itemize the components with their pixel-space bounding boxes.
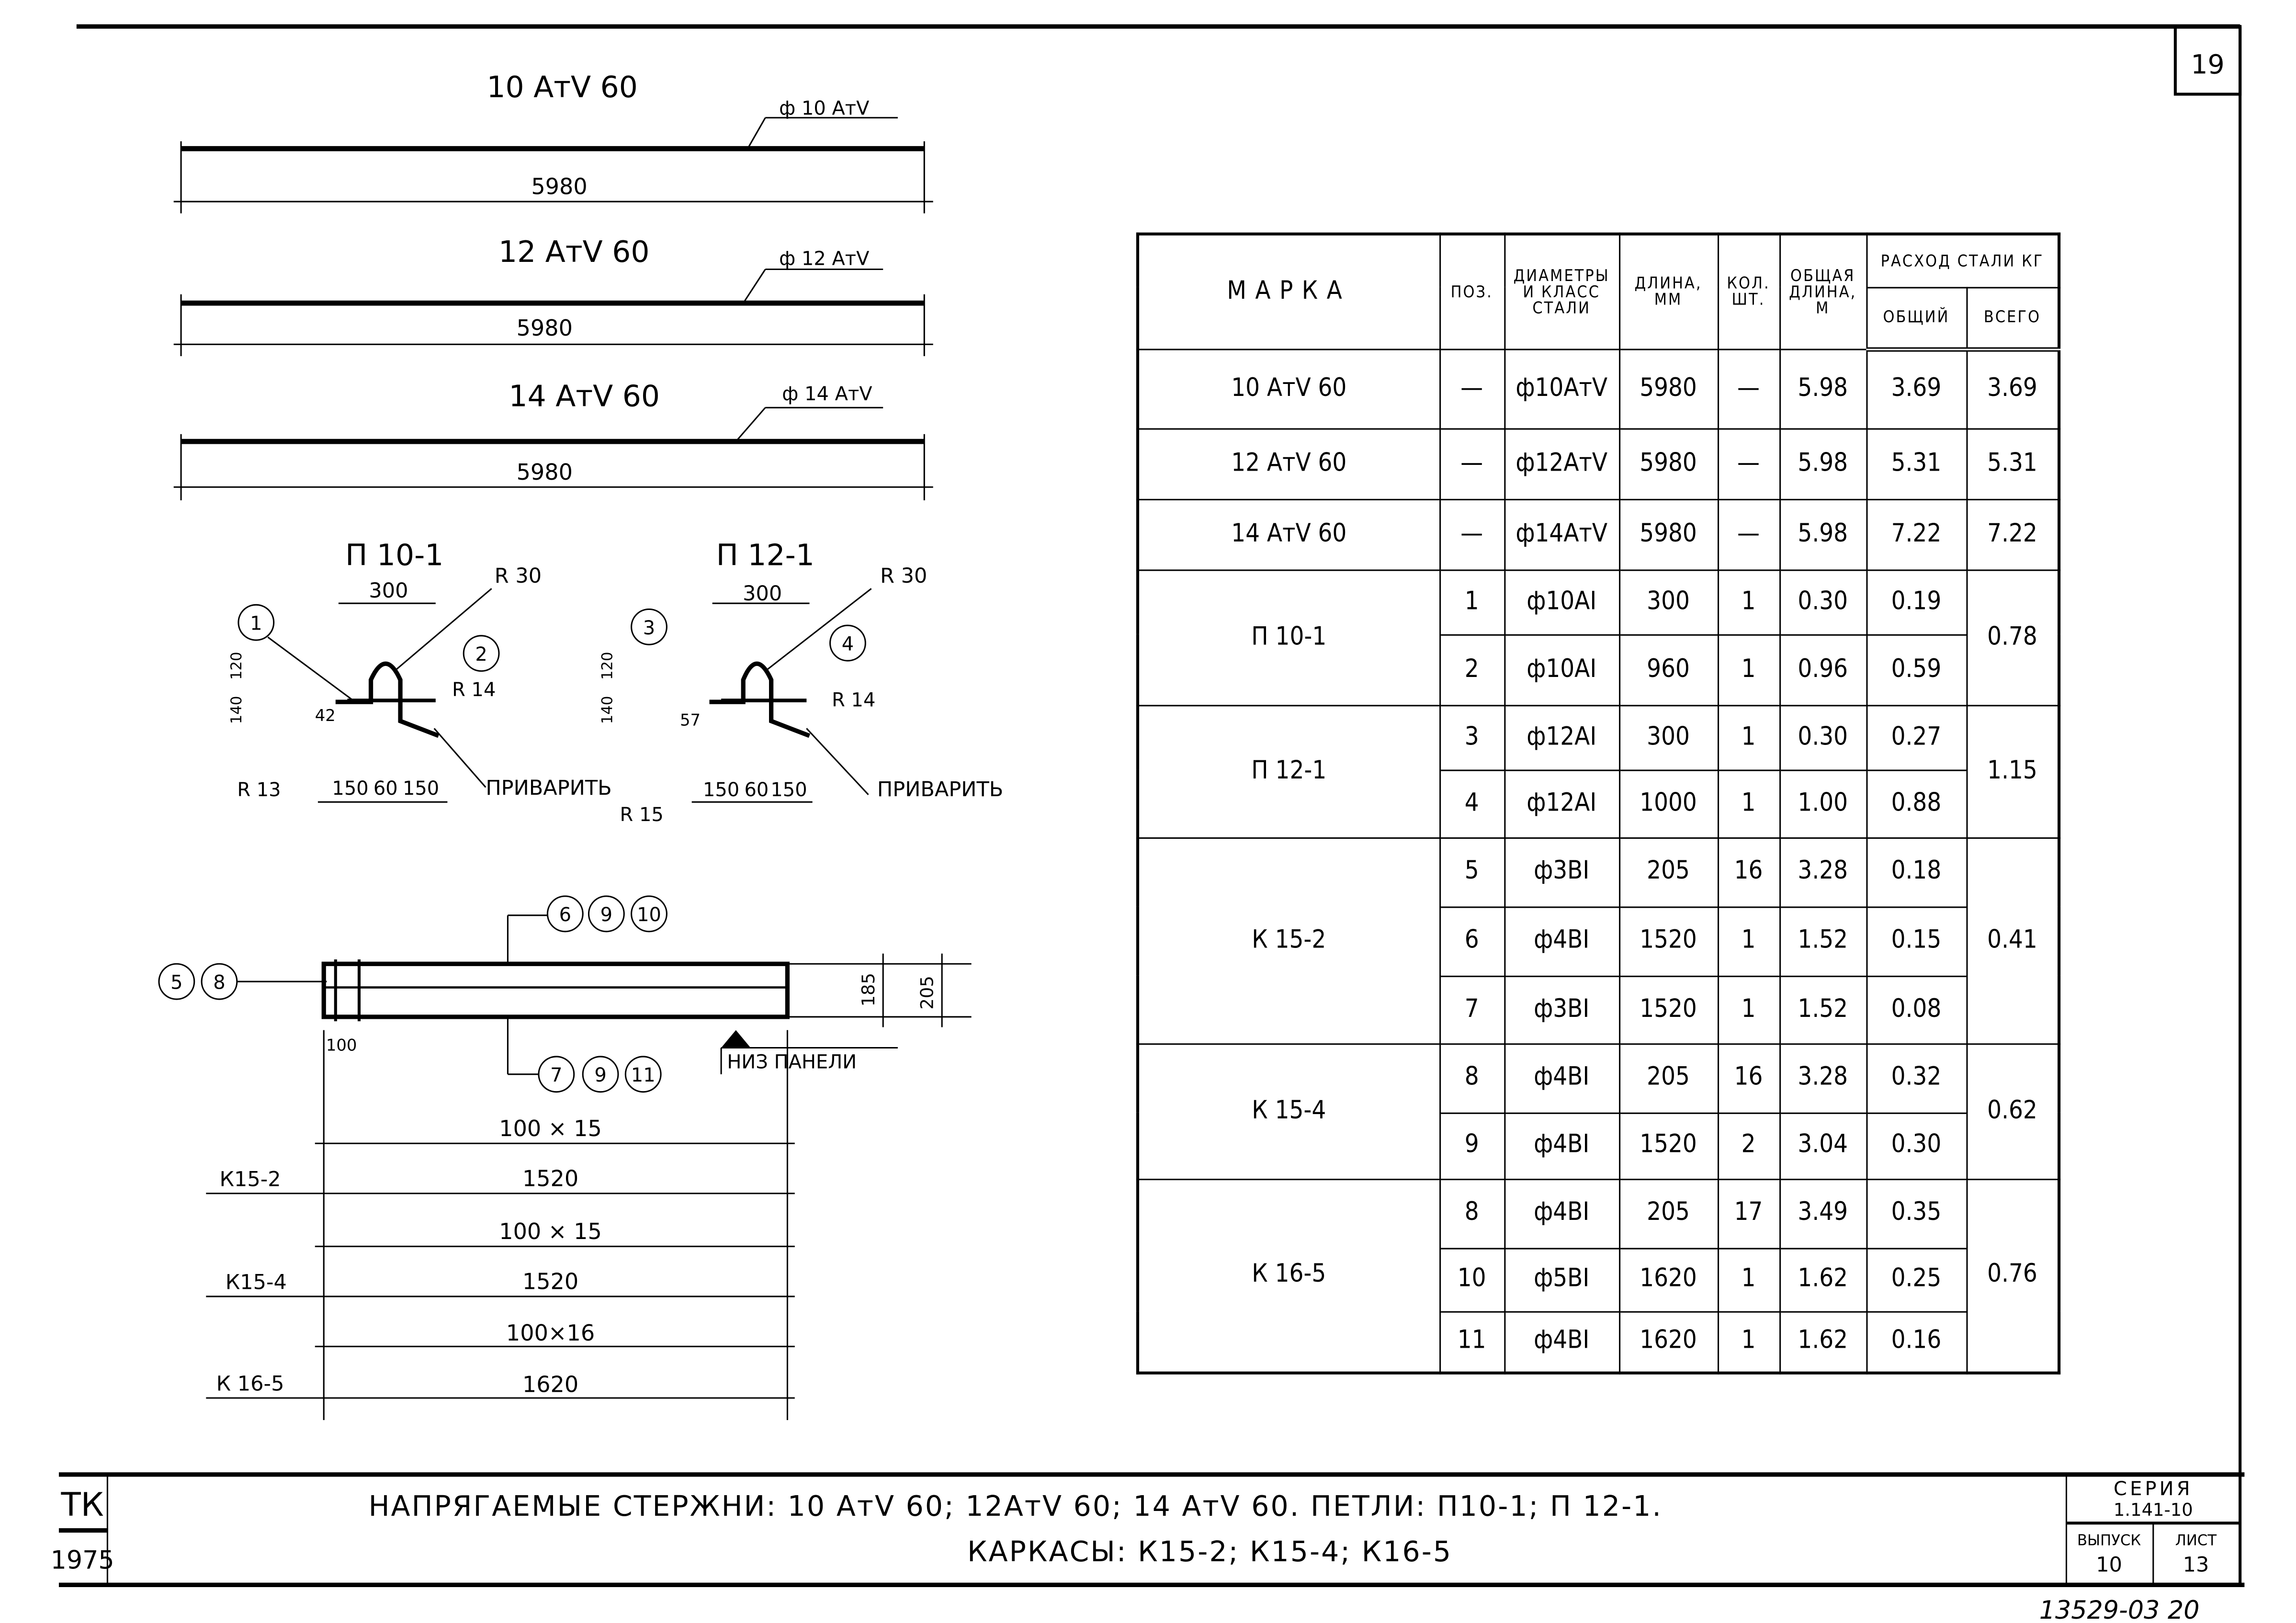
header-diameter: ДИАМЕТРЫ И КЛАСС СТАЛИ [1504, 234, 1619, 349]
steel-spec-table [1136, 233, 2060, 1375]
table-row [1138, 349, 2059, 428]
cell-qty: 1 [1718, 976, 1779, 1043]
cell-steel-total: 0.27 [1866, 705, 1966, 769]
frame-end-dim: 100 [326, 1036, 357, 1055]
cell-diameter: ф12АтⅤ [1504, 428, 1619, 499]
sheet-number: 19 [2191, 49, 2225, 80]
year: 1975 [50, 1546, 114, 1575]
bar-length: 5980 [516, 459, 573, 485]
cell-steel-total: 5.31 [1866, 428, 1966, 499]
cell-total-length: 0.30 [1779, 705, 1866, 769]
frame-spacing: 100 × 15 [499, 1218, 602, 1245]
frame-mark: К15-2 [219, 1167, 281, 1192]
loop-height-1: 120 [228, 652, 246, 680]
cell-total-length: 3.28 [1779, 1043, 1866, 1112]
cell-total-length: 5.98 [1779, 428, 1866, 499]
loop-p12-1 [599, 538, 1004, 826]
cell-pos: 11 [1439, 1311, 1504, 1373]
cell-steel-total: 7.22 [1866, 499, 1966, 570]
loop-dim: 150 [402, 777, 440, 800]
cell-steel-all: 7.22 [1966, 499, 2059, 570]
cell-qty: 1 [1718, 705, 1779, 769]
loop-radius-top: R 30 [880, 564, 927, 588]
cell-pos: 7 [1439, 976, 1504, 1043]
cell-qty: 1 [1718, 570, 1779, 634]
cell-pos: 6 [1439, 906, 1504, 975]
sheet-page: 13 [2183, 1553, 2209, 1577]
series-number: 1.141-10 [2113, 1499, 2193, 1520]
frame-length: 1620 [522, 1371, 579, 1398]
cell-pos: 1 [1439, 570, 1504, 634]
frame-length: 1520 [522, 1268, 579, 1295]
header-steel-total: ОБЩИЙ [1866, 287, 1966, 349]
cell-total-length: 0.30 [1779, 570, 1866, 634]
cell-steel-total: 0.32 [1866, 1043, 1966, 1112]
cell-length: 5980 [1619, 499, 1718, 570]
cell-length: 1620 [1619, 1248, 1718, 1311]
issue-number: 10 [2096, 1553, 2122, 1577]
table-row [1138, 428, 2059, 499]
cell-diameter: ф5ВⅠ [1504, 1248, 1619, 1311]
cell-length: 205 [1619, 837, 1718, 906]
cell-total-length: 3.04 [1779, 1113, 1866, 1179]
loop-dim: 150 [332, 777, 369, 800]
cell-length: 1520 [1619, 976, 1718, 1043]
cell-length: 205 [1619, 1043, 1718, 1112]
cell-mark: 12 АтⅤ 60 [1138, 428, 1439, 499]
loop-width: 300 [369, 578, 408, 603]
position-marker: 5 [170, 971, 183, 994]
cell-diameter: ф4ВⅠ [1504, 906, 1619, 975]
frame-length: 1520 [522, 1165, 579, 1192]
loop-p10-1 [228, 538, 612, 802]
issue-label: ВЫПУСК [2077, 1532, 2141, 1549]
position-marker: 1 [250, 612, 262, 635]
position-marker: 8 [213, 971, 226, 994]
header-pos: ПОЗ. [1439, 234, 1504, 349]
bar-length: 5980 [516, 315, 573, 341]
bar-length: 5980 [531, 173, 588, 200]
bar-callout: ф 10 АтⅤ [779, 97, 870, 120]
header-mark: МАРКА [1138, 234, 1439, 349]
cell-diameter: ф4ВⅠ [1504, 1113, 1619, 1179]
cell-steel-all: 0.62 [1966, 1043, 2059, 1179]
cell-steel-all: 5.31 [1966, 428, 2059, 499]
cell-qty: 2 [1718, 1113, 1779, 1179]
cell-steel-total: 0.16 [1866, 1311, 1966, 1373]
cell-qty: 16 [1718, 837, 1779, 906]
cell-length: 1520 [1619, 906, 1718, 975]
cell-qty: 1 [1718, 1311, 1779, 1373]
weld-note: ПРИВАРИТЬ [877, 777, 1004, 801]
cell-length: 5980 [1619, 349, 1718, 428]
loop-offset: 57 [680, 710, 701, 730]
loop-width: 300 [743, 582, 782, 606]
position-marker: 9 [594, 1064, 607, 1087]
cell-pos: — [1439, 428, 1504, 499]
cell-mark: П 12-1 [1138, 705, 1439, 837]
cell-pos: 9 [1439, 1113, 1504, 1179]
loop-dim: 150 [770, 778, 807, 801]
header-steel-all: ВСЕГО [1966, 287, 2059, 349]
table-row [1138, 499, 2059, 570]
cell-pos: 8 [1439, 1179, 1504, 1248]
series-label: СЕРИЯ [2114, 1477, 2193, 1500]
cell-steel-total: 0.19 [1866, 570, 1966, 634]
frame-mark: К 16-5 [216, 1372, 284, 1396]
bar-callout: ф 12 АтⅤ [779, 248, 870, 270]
cell-total-length: 1.52 [1779, 976, 1866, 1043]
frame-spacing: 100 × 15 [499, 1115, 602, 1141]
cell-steel-total: 0.59 [1866, 634, 1966, 705]
cell-length: 205 [1619, 1179, 1718, 1248]
sheet-label: ЛИСТ [2175, 1532, 2217, 1549]
position-marker: 4 [841, 633, 854, 655]
cell-total-length: 0.96 [1779, 634, 1866, 705]
cell-pos: 5 [1439, 837, 1504, 906]
sheet-title-line2: КАРКАСЫ: К15-2; К15-4; К16-5 [967, 1535, 1453, 1568]
cell-steel-total: 0.88 [1866, 770, 1966, 837]
cell-steel-total: 0.08 [1866, 976, 1966, 1043]
loop-radius-side: R 14 [452, 678, 496, 701]
position-marker: 6 [559, 904, 572, 926]
cell-qty: — [1718, 499, 1779, 570]
cell-qty: — [1718, 428, 1779, 499]
table-row [1138, 1179, 2059, 1248]
position-marker: 3 [643, 617, 656, 639]
loop-radius-bottom: R 15 [620, 804, 664, 826]
loop-radius-top: R 30 [494, 564, 542, 588]
loop-height-2: 140 [228, 696, 246, 724]
cell-diameter: ф10АⅠ [1504, 634, 1619, 705]
cell-pos: — [1439, 349, 1504, 428]
cell-diameter: ф4ВⅠ [1504, 1311, 1619, 1373]
loop-title: П 10-1 [345, 538, 444, 573]
panel-bottom-note: НИЗ ПАНЕЛИ [727, 1051, 857, 1073]
cell-diameter: ф12АⅠ [1504, 770, 1619, 837]
cell-steel-total: 0.18 [1866, 837, 1966, 906]
cell-diameter: ф10АⅠ [1504, 570, 1619, 634]
cell-mark: К 15-2 [1138, 837, 1439, 1043]
cell-qty: 16 [1718, 1043, 1779, 1112]
cell-diameter: ф4ВⅠ [1504, 1179, 1619, 1248]
loop-dim: 60 [744, 778, 769, 801]
loop-radius-bottom: R 13 [237, 778, 281, 801]
cell-steel-total: 0.35 [1866, 1179, 1966, 1248]
cell-mark: К 16-5 [1138, 1179, 1439, 1373]
position-marker: 7 [550, 1064, 563, 1087]
cell-total-length: 1.62 [1779, 1248, 1866, 1311]
cell-steel-total: 3.69 [1866, 349, 1966, 428]
cell-length: 5980 [1619, 428, 1718, 499]
cell-pos: 2 [1439, 634, 1504, 705]
frame-height-outer: 205 [916, 976, 938, 1010]
org-code: ТК [61, 1485, 104, 1523]
cell-qty: 1 [1718, 906, 1779, 975]
cell-steel-all: 0.78 [1966, 570, 2059, 705]
cell-length: 300 [1619, 570, 1718, 634]
loop-dim: 150 [702, 778, 740, 801]
cell-steel-all: 0.41 [1966, 837, 2059, 1043]
table-row [1138, 705, 2059, 769]
cell-total-length: 3.28 [1779, 837, 1866, 906]
position-marker: 10 [637, 904, 661, 926]
table-row [1138, 837, 2059, 906]
bar-label: 12 АтⅤ 60 [498, 235, 650, 270]
header-steel: РАСХОД СТАЛИ КГ [1866, 234, 2059, 287]
cell-total-length: 3.49 [1779, 1179, 1866, 1248]
loop-radius-side: R 14 [832, 689, 876, 711]
header-length: ДЛИНА, ММ [1619, 234, 1718, 349]
bar-label: 14 АтⅤ 60 [509, 379, 660, 414]
position-marker: 11 [631, 1064, 656, 1087]
cell-qty: 17 [1718, 1179, 1779, 1248]
table-row [1138, 570, 2059, 634]
cell-pos: 8 [1439, 1043, 1504, 1112]
cell-pos: 4 [1439, 770, 1504, 837]
loop-dim: 60 [373, 777, 398, 800]
header-total-length: ОБЩАЯ ДЛИНА, М [1779, 234, 1866, 349]
cell-steel-all: 0.76 [1966, 1179, 2059, 1373]
cell-total-length: 1.00 [1779, 770, 1866, 837]
frame-spacing: 100×16 [506, 1320, 595, 1346]
cell-pos: 10 [1439, 1248, 1504, 1311]
cell-length: 1620 [1619, 1311, 1718, 1373]
table-row [1138, 1043, 2059, 1112]
bar-callout: ф 14 АтⅤ [782, 383, 872, 406]
archive-number: 13529-03 20 [2039, 1596, 2200, 1623]
cell-diameter: ф10АтⅤ [1504, 349, 1619, 428]
cell-steel-all: 3.69 [1966, 349, 2059, 428]
cell-steel-total: 0.15 [1866, 906, 1966, 975]
cell-diameter: ф12АⅠ [1504, 705, 1619, 769]
cell-total-length: 5.98 [1779, 499, 1866, 570]
cell-diameter: ф3ВⅠ [1504, 837, 1619, 906]
cell-diameter: ф14АтⅤ [1504, 499, 1619, 570]
title-block [51, 1475, 2245, 1623]
cell-pos: 3 [1439, 705, 1504, 769]
cell-qty: 1 [1718, 634, 1779, 705]
bar-12 [174, 235, 933, 356]
cell-length: 1520 [1619, 1113, 1718, 1179]
bar-label: 10 АтⅤ 60 [486, 70, 638, 104]
cell-mark: 10 АтⅤ 60 [1138, 349, 1439, 428]
cell-length: 300 [1619, 705, 1718, 769]
loop-height-2: 140 [599, 696, 616, 724]
cell-total-length: 5.98 [1779, 349, 1866, 428]
frame-dimensions [206, 1116, 794, 1398]
cell-length: 1000 [1619, 770, 1718, 837]
cell-total-length: 1.62 [1779, 1311, 1866, 1373]
bar-10 [174, 70, 933, 214]
loop-height-1: 120 [599, 652, 616, 680]
loop-offset: 42 [315, 706, 336, 725]
cell-mark: 14 АтⅤ 60 [1138, 499, 1439, 570]
cell-steel-total: 0.30 [1866, 1113, 1966, 1179]
frame-height-inner: 185 [858, 973, 879, 1007]
position-marker: 2 [475, 643, 487, 666]
cell-diameter: ф3ВⅠ [1504, 976, 1619, 1043]
cell-pos: — [1439, 499, 1504, 570]
weld-note: ПРИВАРИТЬ [486, 776, 612, 800]
loop-title: П 12-1 [716, 538, 814, 573]
frame-mark: К15-4 [225, 1270, 287, 1295]
cell-length: 960 [1619, 634, 1718, 705]
bar-14 [174, 379, 933, 500]
header-qty: КОЛ. ШТ. [1718, 234, 1779, 349]
position-marker: 9 [600, 904, 613, 926]
sheet-title-line1: НАПРЯГАЕМЫЕ СТЕРЖНИ: 10 АтⅤ 60; 12АтⅤ 60; 14 АтⅤ 60. ПЕТЛИ: П10-1; П 12-1. [368, 1489, 1663, 1522]
cell-qty: — [1718, 349, 1779, 428]
cell-mark: П 10-1 [1138, 570, 1439, 705]
cell-diameter: ф4ВⅠ [1504, 1043, 1619, 1112]
cell-qty: 1 [1718, 770, 1779, 837]
cell-steel-total: 0.25 [1866, 1248, 1966, 1311]
cell-mark: К 15-4 [1138, 1043, 1439, 1179]
cell-total-length: 1.52 [1779, 906, 1866, 975]
cell-qty: 1 [1718, 1248, 1779, 1311]
cell-steel-all: 1.15 [1966, 705, 2059, 837]
